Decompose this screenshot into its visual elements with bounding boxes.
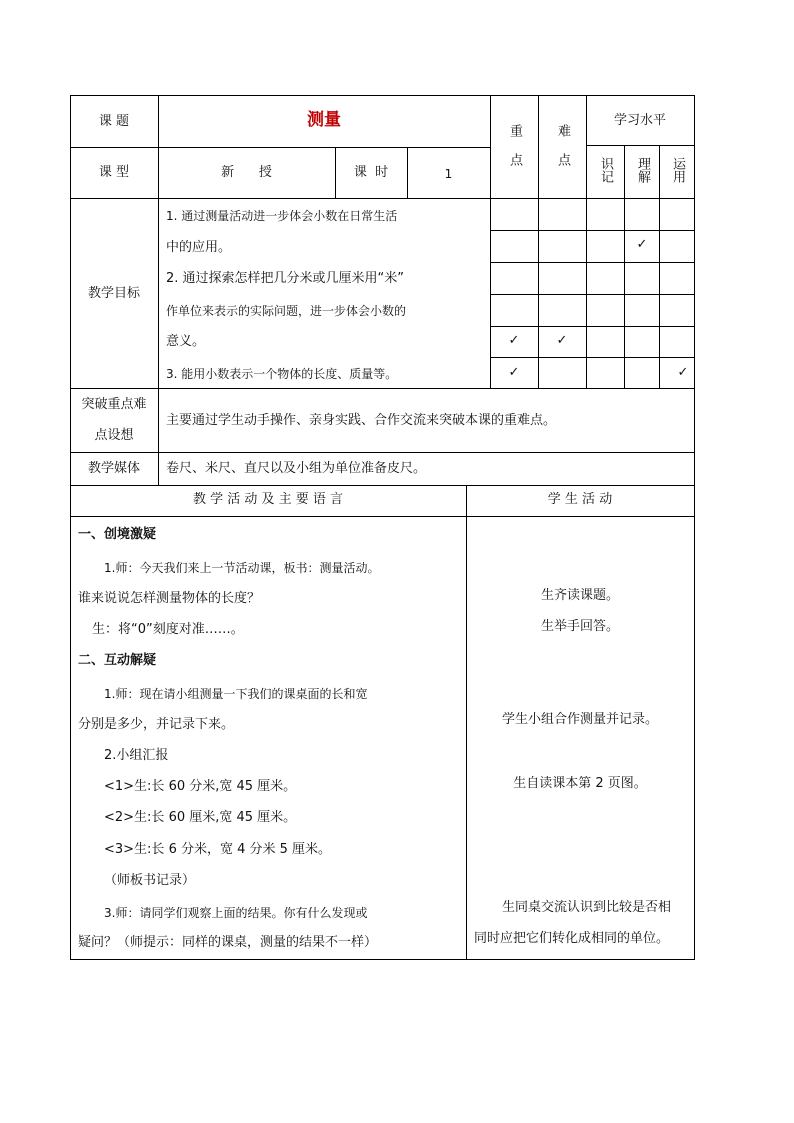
grid-line xyxy=(70,147,490,148)
grid-line xyxy=(490,357,694,358)
grid-line xyxy=(70,388,694,389)
teacher-line: <1>生:长 60 分米,宽 45 厘米。 xyxy=(104,779,297,794)
student-activity-header: 学 生 活 动 xyxy=(547,492,613,507)
objective-line: 2. 通过探索怎样把几分米或几厘米用“米” xyxy=(166,271,405,286)
level-apply: 运用 xyxy=(670,157,685,183)
level-understand: 理解 xyxy=(635,157,650,183)
grid-line xyxy=(158,95,159,486)
grid-line xyxy=(624,145,625,389)
objectives-label: 教学目标 xyxy=(87,286,140,301)
teacher-line: 1.师：今天我们来上一节活动课，板书：测量活动。 xyxy=(104,561,380,575)
grid-line xyxy=(70,95,694,96)
grid-line xyxy=(490,230,694,231)
grid-line xyxy=(70,452,694,453)
student-line: 学生小组合作测量并记录。 xyxy=(501,712,658,727)
section-heading: 一、创境激疑 xyxy=(78,527,157,542)
teacher-line: 3.师：请同学们观察上面的结果。你有什么发现或 xyxy=(104,906,368,920)
type-label: 课 型 xyxy=(98,165,130,180)
level-header: 学习水平 xyxy=(613,113,666,128)
hours-value: 1 xyxy=(444,167,453,181)
check-mark: ✓ xyxy=(556,333,568,348)
media-label: 教学媒体 xyxy=(87,461,140,476)
teacher-line: 1.师：现在请小组测量一下我们的课桌面的长和宽 xyxy=(104,687,368,701)
breakthrough-label: 点设想 xyxy=(94,428,134,443)
difficulty-header: 难 点 xyxy=(555,124,570,173)
grid-line xyxy=(490,262,694,263)
teacher-line: <3>生:长 6 分米，宽 4 分米 5 厘米。 xyxy=(104,842,332,857)
teacher-activity-header: 教 学 活 动 及 主 要 语 言 xyxy=(192,492,344,507)
breakthrough-text: 主要通过学生动手操作、亲身实践、合作交流来突破本课的重难点。 xyxy=(166,413,557,428)
grid-line xyxy=(70,959,694,960)
teacher-line: 2.小组汇报 xyxy=(104,748,169,763)
objective-line: 1. 通过测量活动进一步体会小数在日常生活 xyxy=(166,209,398,223)
check-mark: ✓ xyxy=(508,333,520,348)
grid-line xyxy=(694,95,695,486)
teacher-line: （师板书记录） xyxy=(104,873,196,888)
grid-line xyxy=(70,485,71,960)
objective-line: 3. 能用小数表示一个物体的长度、质量等。 xyxy=(166,367,398,381)
student-line: 同时应把它们转化成相同的单位。 xyxy=(474,931,670,946)
student-line: 生举手回答。 xyxy=(540,619,619,634)
student-line: 生同桌交流认识到比较是否相 xyxy=(502,900,672,915)
grid-line xyxy=(659,145,660,389)
media-text: 卷尺、米尺、直尺以及小组为单位准备皮尺。 xyxy=(166,461,427,476)
objective-line: 意义。 xyxy=(166,334,206,349)
grid-line xyxy=(538,95,539,389)
grid-line xyxy=(490,95,491,389)
grid-line xyxy=(694,485,695,960)
topic-label: 课 题 xyxy=(98,114,130,129)
objective-line: 作单位来表示的实际问题，进一步体会小数的 xyxy=(166,304,407,318)
objective-line: 中的应用。 xyxy=(166,240,232,255)
teacher-line: 生：将“0”刻度对准……。 xyxy=(92,622,244,637)
teacher-line: 分别是多少，并记录下来。 xyxy=(78,717,235,732)
grid-line xyxy=(490,294,694,295)
check-mark: ✓ xyxy=(636,237,648,252)
grid-line xyxy=(586,95,587,389)
teacher-line: <2>生:长 60 厘米,宽 45 厘米。 xyxy=(104,810,297,825)
grid-line xyxy=(70,198,694,199)
grid-line xyxy=(70,485,694,486)
type-value: 新 授 xyxy=(221,165,272,180)
breakthrough-label: 突破重点难 xyxy=(81,397,147,412)
grid-line xyxy=(586,145,694,146)
grid-line xyxy=(490,326,694,327)
check-mark: ✓ xyxy=(677,365,689,380)
teacher-line: 谁来说说怎样测量物体的长度？ xyxy=(78,591,261,606)
teacher-line: 疑问？（师提示：同样的课桌，测量的结果不一样） xyxy=(78,935,378,950)
check-mark: ✓ xyxy=(508,365,520,380)
hours-label: 课 时 xyxy=(353,165,389,180)
section-heading: 二、互动解疑 xyxy=(78,653,157,668)
student-line: 生齐读课题。 xyxy=(540,588,619,603)
key-point-header: 重 点 xyxy=(507,124,522,173)
grid-line xyxy=(70,516,694,517)
level-memorize: 识记 xyxy=(598,157,613,183)
topic-value: 测量 xyxy=(307,110,341,130)
student-line: 生自读课本第 2 页图。 xyxy=(513,776,647,791)
